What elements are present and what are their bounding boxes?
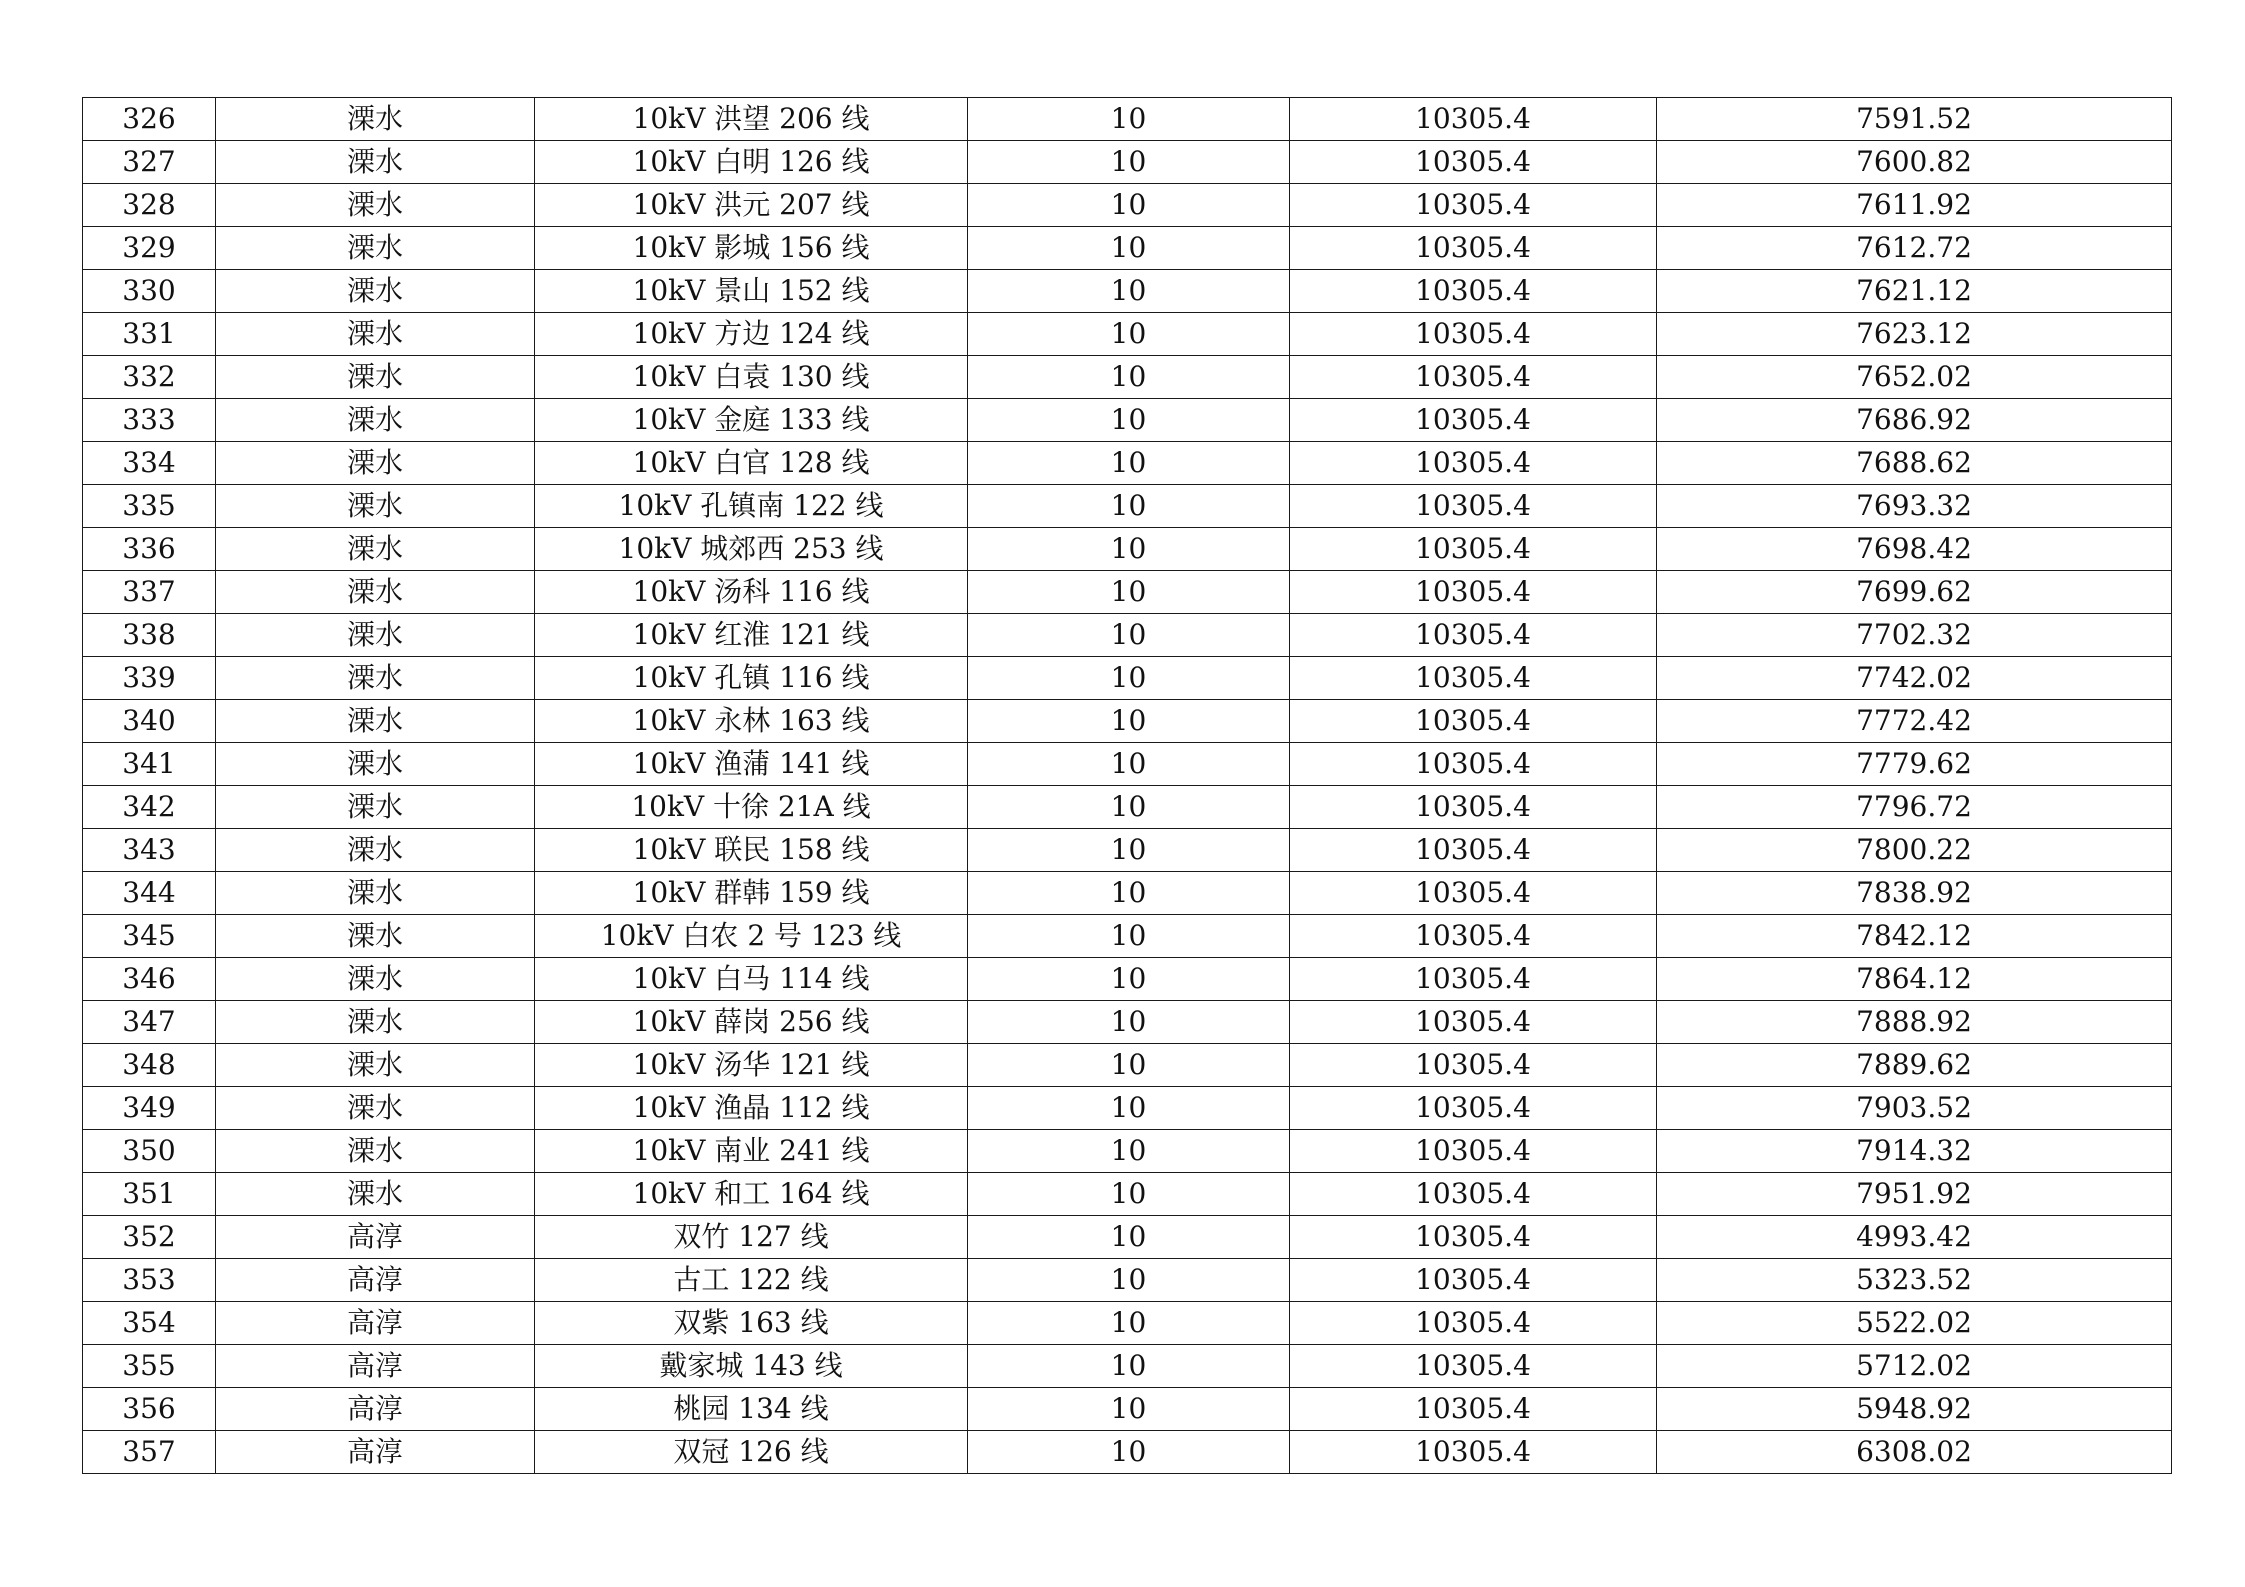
voltage-cell: 10 [968,614,1290,657]
table-row [83,313,2172,356]
table-row [83,829,2172,872]
value-b-cell: 5948.92 [1657,1388,2172,1431]
district-cell: 高淳 [216,1345,535,1388]
table-row [83,915,2172,958]
voltage-cell: 10 [968,1001,1290,1044]
value-a-cell: 10305.4 [1290,1130,1657,1173]
line-name-cell: 桃园 134 线 [535,1388,968,1431]
line-name-cell: 10kV 白袁 130 线 [535,356,968,399]
row-number-cell: 343 [83,829,216,872]
district-cell: 溧水 [216,356,535,399]
table-row [83,98,2172,141]
line-name-cell: 10kV 方边 124 线 [535,313,968,356]
voltage-cell: 10 [968,399,1290,442]
value-a-cell: 10305.4 [1290,915,1657,958]
table-row [83,700,2172,743]
value-b-cell: 7903.52 [1657,1087,2172,1130]
line-name-cell: 10kV 红淮 121 线 [535,614,968,657]
line-name-cell: 10kV 金庭 133 线 [535,399,968,442]
value-a-cell: 10305.4 [1290,786,1657,829]
row-number-cell: 326 [83,98,216,141]
value-a-cell: 10305.4 [1290,1302,1657,1345]
value-b-cell: 4993.42 [1657,1216,2172,1259]
row-number-cell: 348 [83,1044,216,1087]
row-number-cell: 350 [83,1130,216,1173]
row-number-cell: 331 [83,313,216,356]
row-number-cell: 342 [83,786,216,829]
value-b-cell: 7611.92 [1657,184,2172,227]
value-b-cell: 7838.92 [1657,872,2172,915]
line-name-cell: 双竹 127 线 [535,1216,968,1259]
value-a-cell: 10305.4 [1290,872,1657,915]
voltage-cell: 10 [968,1302,1290,1345]
value-b-cell: 7686.92 [1657,399,2172,442]
line-name-cell: 10kV 孔镇南 122 线 [535,485,968,528]
district-cell: 溧水 [216,700,535,743]
row-number-cell: 349 [83,1087,216,1130]
district-cell: 溧水 [216,485,535,528]
table-row [83,786,2172,829]
line-name-cell: 10kV 渔蒲 141 线 [535,743,968,786]
district-cell: 溧水 [216,571,535,614]
line-name-cell: 10kV 十徐 21A 线 [535,786,968,829]
voltage-cell: 10 [968,1259,1290,1302]
district-cell: 溧水 [216,872,535,915]
row-number-cell: 332 [83,356,216,399]
table-row [83,1216,2172,1259]
row-number-cell: 327 [83,141,216,184]
voltage-cell: 10 [968,356,1290,399]
district-cell: 溧水 [216,1130,535,1173]
value-b-cell: 5712.02 [1657,1345,2172,1388]
district-cell: 溧水 [216,915,535,958]
line-name-cell: 10kV 薛岗 256 线 [535,1001,968,1044]
voltage-cell: 10 [968,1345,1290,1388]
value-a-cell: 10305.4 [1290,399,1657,442]
row-number-cell: 351 [83,1173,216,1216]
line-name-cell: 10kV 白明 126 线 [535,141,968,184]
value-a-cell: 10305.4 [1290,1388,1657,1431]
value-b-cell: 7621.12 [1657,270,2172,313]
district-cell: 溧水 [216,657,535,700]
voltage-cell: 10 [968,958,1290,1001]
value-b-cell: 7796.72 [1657,786,2172,829]
district-cell: 溧水 [216,786,535,829]
district-cell: 溧水 [216,98,535,141]
value-a-cell: 10305.4 [1290,1087,1657,1130]
row-number-cell: 352 [83,1216,216,1259]
table-row [83,958,2172,1001]
voltage-cell: 10 [968,700,1290,743]
value-b-cell: 7800.22 [1657,829,2172,872]
district-cell: 溧水 [216,958,535,1001]
value-a-cell: 10305.4 [1290,227,1657,270]
district-cell: 溧水 [216,743,535,786]
table-row [83,657,2172,700]
voltage-cell: 10 [968,872,1290,915]
value-b-cell: 7591.52 [1657,98,2172,141]
voltage-cell: 10 [968,829,1290,872]
row-number-cell: 356 [83,1388,216,1431]
value-a-cell: 10305.4 [1290,657,1657,700]
line-name-cell: 10kV 白马 114 线 [535,958,968,1001]
voltage-cell: 10 [968,1431,1290,1474]
value-b-cell: 7612.72 [1657,227,2172,270]
voltage-cell: 10 [968,528,1290,571]
voltage-cell: 10 [968,657,1290,700]
voltage-cell: 10 [968,98,1290,141]
table-row [83,872,2172,915]
row-number-cell: 353 [83,1259,216,1302]
line-name-cell: 古工 122 线 [535,1259,968,1302]
value-b-cell: 5323.52 [1657,1259,2172,1302]
table-row [83,485,2172,528]
row-number-cell: 344 [83,872,216,915]
voltage-cell: 10 [968,786,1290,829]
district-cell: 溧水 [216,141,535,184]
district-cell: 溧水 [216,442,535,485]
line-name-cell: 10kV 影城 156 线 [535,227,968,270]
voltage-cell: 10 [968,270,1290,313]
row-number-cell: 357 [83,1431,216,1474]
row-number-cell: 335 [83,485,216,528]
row-number-cell: 340 [83,700,216,743]
voltage-cell: 10 [968,227,1290,270]
table-body [83,98,2172,1474]
district-cell: 高淳 [216,1302,535,1345]
row-number-cell: 336 [83,528,216,571]
row-number-cell: 355 [83,1345,216,1388]
district-cell: 溧水 [216,399,535,442]
voltage-cell: 10 [968,184,1290,227]
table-row [83,1302,2172,1345]
table-row [83,1431,2172,1474]
line-name-cell: 10kV 永林 163 线 [535,700,968,743]
value-a-cell: 10305.4 [1290,98,1657,141]
value-b-cell: 7623.12 [1657,313,2172,356]
value-a-cell: 10305.4 [1290,1216,1657,1259]
voltage-cell: 10 [968,1044,1290,1087]
table-row [83,442,2172,485]
line-name-cell: 10kV 联民 158 线 [535,829,968,872]
line-name-cell: 双紫 163 线 [535,1302,968,1345]
value-b-cell: 7688.62 [1657,442,2172,485]
value-a-cell: 10305.4 [1290,743,1657,786]
voltage-cell: 10 [968,571,1290,614]
value-a-cell: 10305.4 [1290,1259,1657,1302]
district-cell: 溧水 [216,614,535,657]
district-cell: 高淳 [216,1388,535,1431]
value-b-cell: 7914.32 [1657,1130,2172,1173]
voltage-cell: 10 [968,1130,1290,1173]
value-a-cell: 10305.4 [1290,356,1657,399]
value-b-cell: 7888.92 [1657,1001,2172,1044]
value-b-cell: 7600.82 [1657,141,2172,184]
line-name-cell: 10kV 孔镇 116 线 [535,657,968,700]
line-name-cell: 10kV 白官 128 线 [535,442,968,485]
value-a-cell: 10305.4 [1290,442,1657,485]
table-row [83,528,2172,571]
line-name-cell: 10kV 洪元 207 线 [535,184,968,227]
voltage-cell: 10 [968,313,1290,356]
data-table [82,97,2172,1474]
table-row [83,184,2172,227]
value-a-cell: 10305.4 [1290,1345,1657,1388]
district-cell: 溧水 [216,184,535,227]
value-a-cell: 10305.4 [1290,141,1657,184]
value-a-cell: 10305.4 [1290,528,1657,571]
row-number-cell: 339 [83,657,216,700]
line-name-cell: 10kV 城郊西 253 线 [535,528,968,571]
voltage-cell: 10 [968,743,1290,786]
line-name-cell: 10kV 景山 152 线 [535,270,968,313]
row-number-cell: 347 [83,1001,216,1044]
row-number-cell: 341 [83,743,216,786]
value-b-cell: 7889.62 [1657,1044,2172,1087]
value-b-cell: 6308.02 [1657,1431,2172,1474]
value-a-cell: 10305.4 [1290,700,1657,743]
voltage-cell: 10 [968,485,1290,528]
row-number-cell: 329 [83,227,216,270]
row-number-cell: 334 [83,442,216,485]
district-cell: 溧水 [216,1087,535,1130]
value-a-cell: 10305.4 [1290,485,1657,528]
table-row [83,141,2172,184]
value-b-cell: 7772.42 [1657,700,2172,743]
row-number-cell: 337 [83,571,216,614]
value-a-cell: 10305.4 [1290,1431,1657,1474]
voltage-cell: 10 [968,1173,1290,1216]
row-number-cell: 333 [83,399,216,442]
value-a-cell: 10305.4 [1290,1173,1657,1216]
value-b-cell: 7698.42 [1657,528,2172,571]
value-b-cell: 7702.32 [1657,614,2172,657]
table-row [83,1087,2172,1130]
row-number-cell: 354 [83,1302,216,1345]
district-cell: 溧水 [216,313,535,356]
table-row [83,614,2172,657]
table-row [83,1388,2172,1431]
value-b-cell: 7842.12 [1657,915,2172,958]
value-b-cell: 7652.02 [1657,356,2172,399]
table-row [83,1044,2172,1087]
row-number-cell: 328 [83,184,216,227]
value-a-cell: 10305.4 [1290,313,1657,356]
voltage-cell: 10 [968,141,1290,184]
line-name-cell: 10kV 汤华 121 线 [535,1044,968,1087]
row-number-cell: 330 [83,270,216,313]
value-b-cell: 7779.62 [1657,743,2172,786]
voltage-cell: 10 [968,1216,1290,1259]
line-name-cell: 10kV 洪望 206 线 [535,98,968,141]
district-cell: 溧水 [216,528,535,571]
table-row [83,270,2172,313]
line-name-cell: 10kV 群韩 159 线 [535,872,968,915]
value-a-cell: 10305.4 [1290,270,1657,313]
row-number-cell: 346 [83,958,216,1001]
table-row [83,1173,2172,1216]
value-b-cell: 7864.12 [1657,958,2172,1001]
district-cell: 溧水 [216,1001,535,1044]
district-cell: 高淳 [216,1259,535,1302]
line-name-cell: 10kV 南业 241 线 [535,1130,968,1173]
district-cell: 高淳 [216,1216,535,1259]
value-b-cell: 7951.92 [1657,1173,2172,1216]
voltage-cell: 10 [968,442,1290,485]
district-cell: 溧水 [216,270,535,313]
voltage-cell: 10 [968,1388,1290,1431]
value-b-cell: 7742.02 [1657,657,2172,700]
voltage-cell: 10 [968,915,1290,958]
value-a-cell: 10305.4 [1290,614,1657,657]
table-row [83,1259,2172,1302]
row-number-cell: 345 [83,915,216,958]
value-b-cell: 5522.02 [1657,1302,2172,1345]
line-name-cell: 戴家城 143 线 [535,1345,968,1388]
table-row [83,1345,2172,1388]
table-row [83,227,2172,270]
district-cell: 溧水 [216,1173,535,1216]
line-name-cell: 双冠 126 线 [535,1431,968,1474]
row-number-cell: 338 [83,614,216,657]
table-row [83,743,2172,786]
table-row [83,356,2172,399]
value-a-cell: 10305.4 [1290,958,1657,1001]
district-cell: 溧水 [216,227,535,270]
line-name-cell: 10kV 汤科 116 线 [535,571,968,614]
value-a-cell: 10305.4 [1290,1001,1657,1044]
table-row [83,1130,2172,1173]
district-cell: 高淳 [216,1431,535,1474]
value-b-cell: 7693.32 [1657,485,2172,528]
district-cell: 溧水 [216,829,535,872]
table-row [83,399,2172,442]
line-name-cell: 10kV 渔晶 112 线 [535,1087,968,1130]
value-a-cell: 10305.4 [1290,1044,1657,1087]
voltage-cell: 10 [968,1087,1290,1130]
value-a-cell: 10305.4 [1290,571,1657,614]
table-row [83,1001,2172,1044]
value-a-cell: 10305.4 [1290,829,1657,872]
value-a-cell: 10305.4 [1290,184,1657,227]
district-cell: 溧水 [216,1044,535,1087]
line-name-cell: 10kV 白农 2 号 123 线 [535,915,968,958]
value-b-cell: 7699.62 [1657,571,2172,614]
line-name-cell: 10kV 和工 164 线 [535,1173,968,1216]
table-row [83,571,2172,614]
